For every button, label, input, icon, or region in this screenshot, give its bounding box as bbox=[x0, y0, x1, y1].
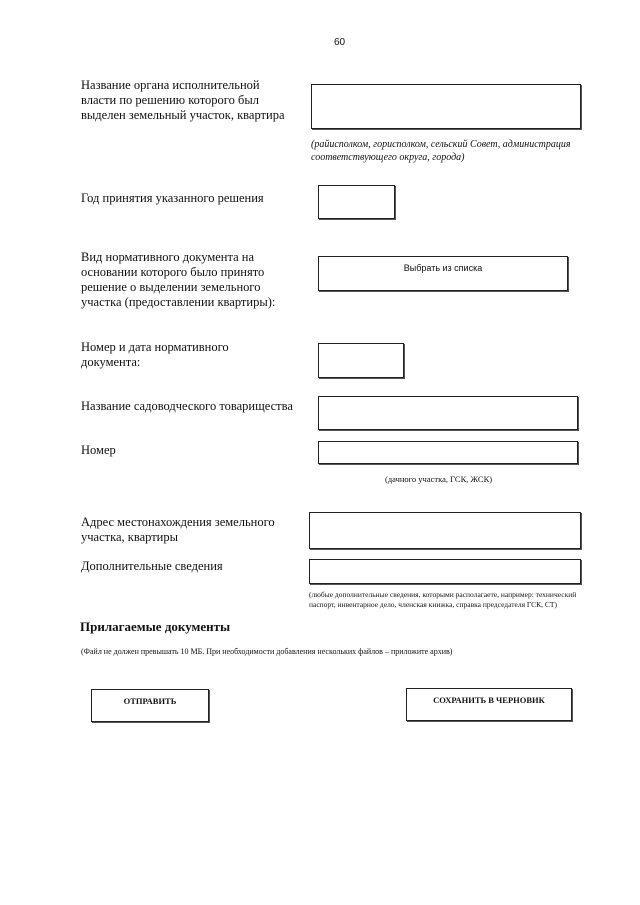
number-hint: (дачного участка, ГСК, ЖСК) bbox=[385, 474, 493, 484]
additional-input[interactable] bbox=[309, 559, 581, 584]
number-label: Номер bbox=[81, 443, 116, 457]
additional-hint: (любые дополнительные сведения, которыми располагаете, например: технический паспорт, инвентарное дело, членская книжка, справка председателя ГСК, СТ) bbox=[309, 590, 577, 609]
submit-button[interactable] bbox=[91, 689, 209, 722]
address-label: Адрес местонахождения земельного участка, квартиры bbox=[81, 515, 275, 544]
submit-button-label: ОТПРАВИТЬ bbox=[123, 696, 177, 706]
normative-number-date-label: Номер и дата нормативного документа: bbox=[81, 340, 229, 369]
attachments-note: (Файл не должен превышать 10 МБ. При необходимости добавления нескольких файлов – приложите архив) bbox=[81, 647, 453, 656]
decision-year-label: Год принятия указанного решения bbox=[81, 191, 264, 205]
normative-type-select-value: Выбрать из списка bbox=[403, 263, 483, 273]
attachments-heading: Прилагаемые документы bbox=[80, 619, 231, 634]
normative-number-date-input[interactable] bbox=[318, 343, 404, 378]
normative-type-label: Вид нормативного документа на основании которого было принято решение о выделении земельного участка (предоставлении квартиры): bbox=[81, 250, 276, 309]
save-draft-button[interactable] bbox=[406, 688, 572, 721]
garden-partnership-label: Название садоводческого товарищества bbox=[81, 399, 293, 413]
additional-label: Дополнительные сведения bbox=[81, 559, 223, 573]
garden-partnership-input[interactable] bbox=[318, 396, 578, 430]
decision-year-input[interactable] bbox=[318, 185, 395, 219]
normative-type-select[interactable] bbox=[318, 256, 568, 291]
address-input[interactable] bbox=[309, 512, 581, 549]
authority-label: Название органа исполнительной власти по решению которого был выделен земельный участок, квартира bbox=[81, 78, 285, 122]
authority-hint: (райисполком, горисполком, сельский Совет, администрация соответствующего округа, города) bbox=[311, 139, 571, 163]
number-input[interactable] bbox=[318, 441, 578, 464]
authority-input[interactable] bbox=[311, 84, 581, 129]
page-number: 60 bbox=[334, 37, 346, 48]
save-draft-button-label: СОХРАНИТЬ В ЧЕРНОВИК bbox=[433, 695, 545, 705]
